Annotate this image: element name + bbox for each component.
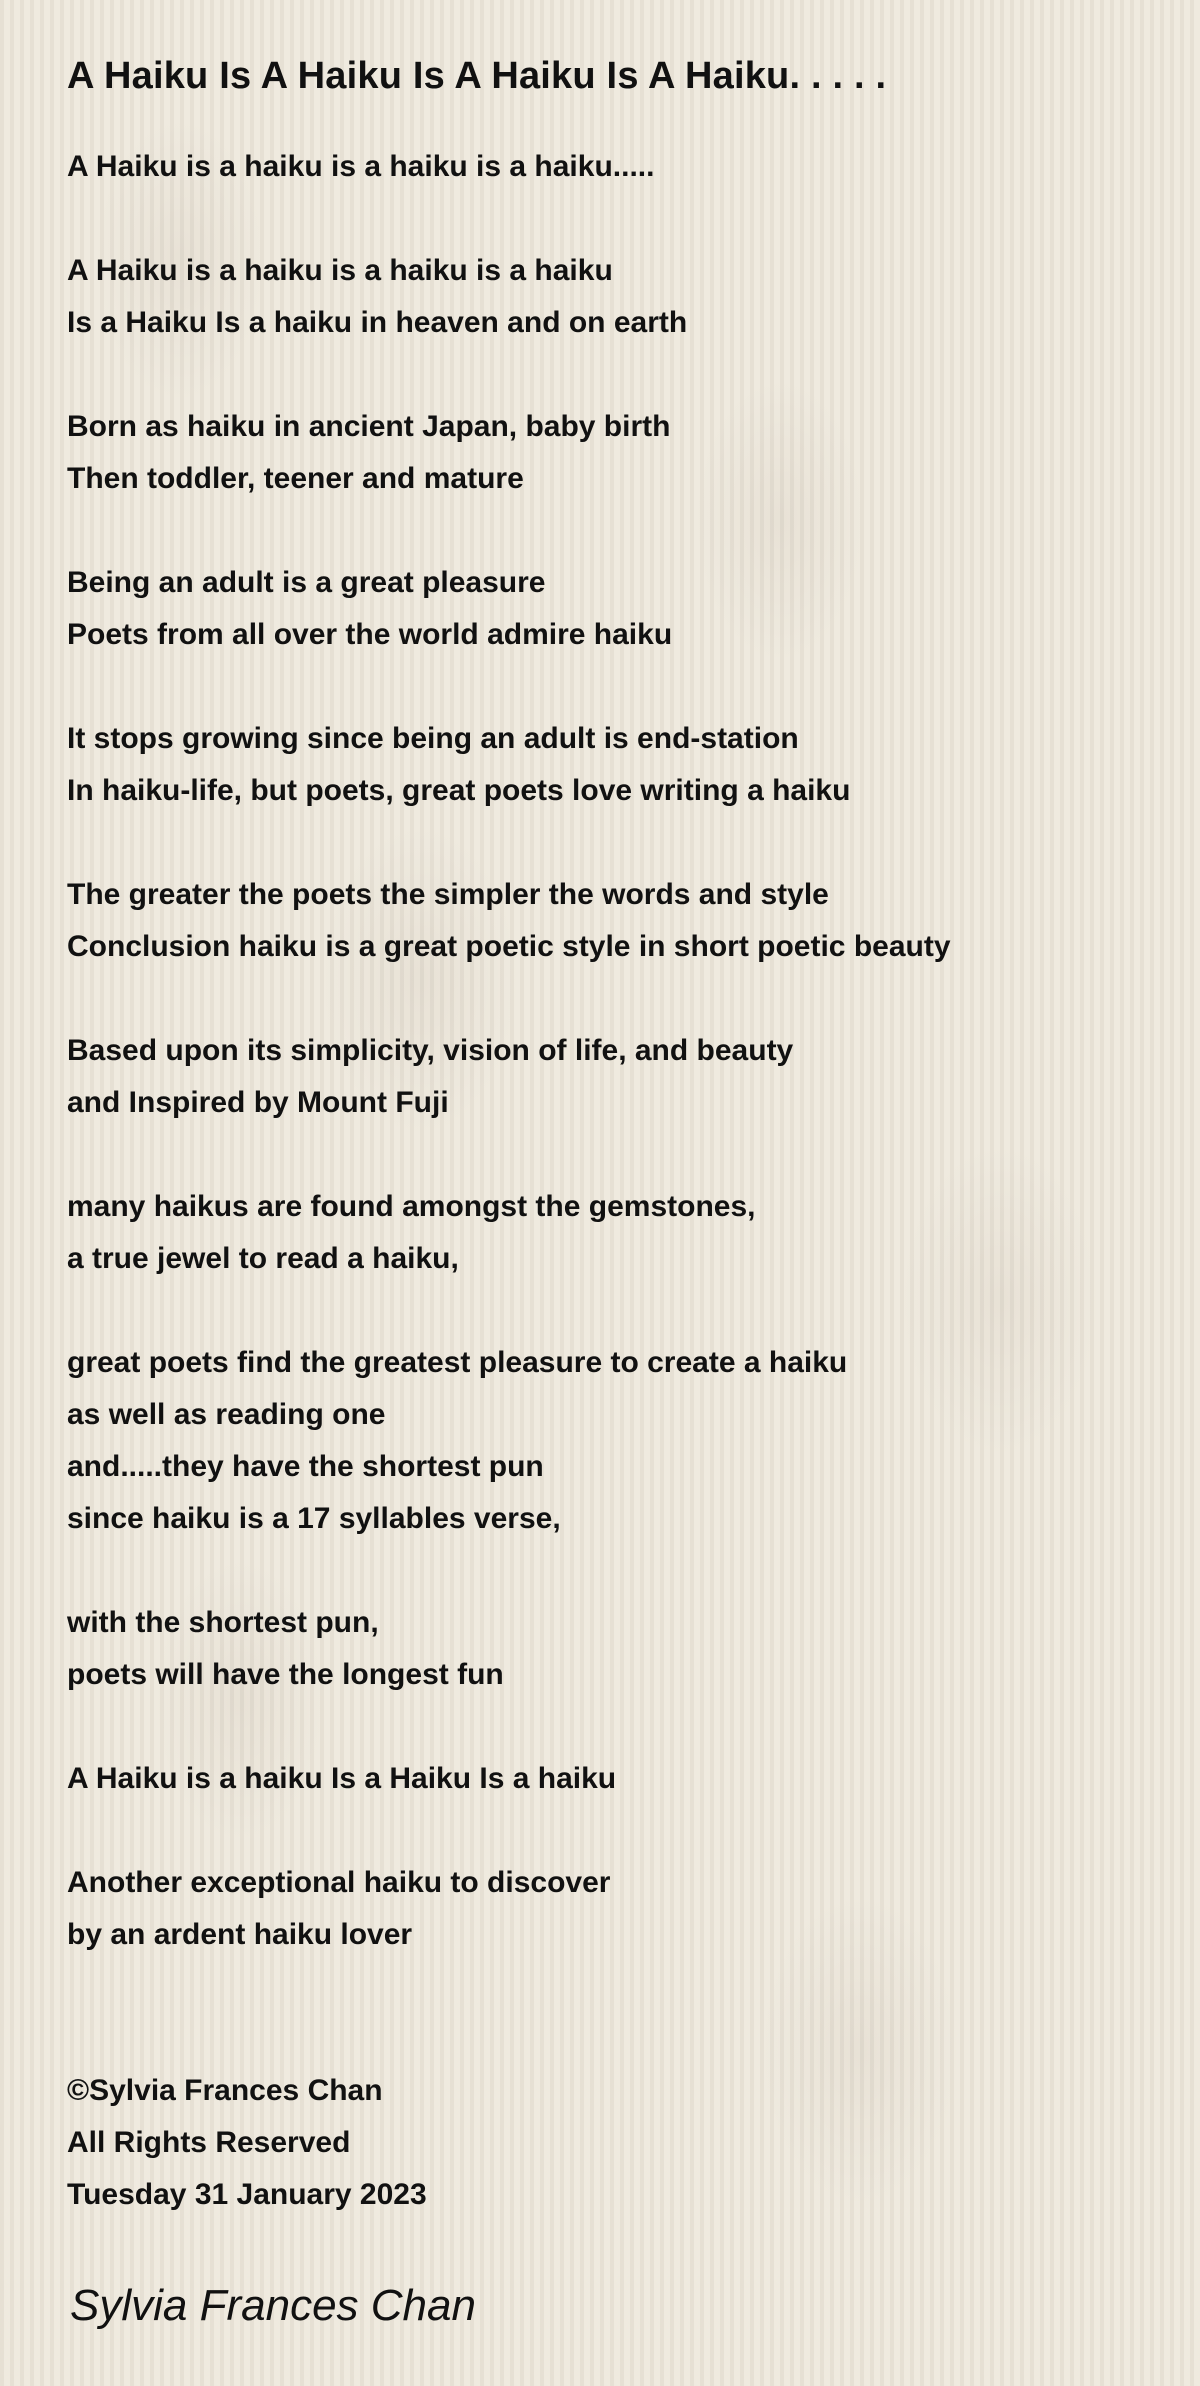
poem-line: a true jewel to read a haiku, bbox=[67, 1242, 459, 1275]
poem-line: Based upon its simplicity, vision of life, and beauty bbox=[67, 1034, 794, 1067]
poem-body bbox=[67, 141, 1133, 2221]
poem-line: many haikus are found amongst the gemstones, bbox=[67, 1190, 756, 1223]
stanza-break bbox=[67, 1545, 1133, 1597]
stanza-break bbox=[67, 349, 1133, 401]
author-signature: Sylvia Frances Chan bbox=[70, 2281, 476, 2330]
poem-line: Another exceptional haiku to discover bbox=[67, 1866, 611, 1899]
poem-line: Being an adult is a great pleasure bbox=[67, 566, 546, 599]
date-line: Tuesday 31 January 2023 bbox=[67, 2178, 427, 2211]
poem-line: Conclusion haiku is a great poetic style in short poetic beauty bbox=[67, 930, 951, 963]
stanza-break bbox=[67, 505, 1133, 557]
copyright-line: ©Sylvia Frances Chan bbox=[67, 2074, 383, 2107]
poem-line: A Haiku is a haiku Is a Haiku Is a haiku bbox=[67, 1762, 617, 1795]
poem-line: In haiku-life, but poets, great poets love writing a haiku bbox=[67, 774, 851, 807]
stanza-break bbox=[67, 1701, 1133, 1753]
stanza-break bbox=[67, 973, 1133, 1025]
poem-line: A Haiku is a haiku is a haiku is a haiku bbox=[67, 254, 613, 287]
stanza-break bbox=[67, 817, 1133, 869]
poem-line: Poets from all over the world admire haiku bbox=[67, 618, 673, 651]
poem-title: A Haiku Is A Haiku Is A Haiku Is A Haiku. . . . . bbox=[67, 55, 887, 97]
poem-line: and.....they have the shortest pun bbox=[67, 1450, 544, 1483]
poem-line: The greater the poets the simpler the words and style bbox=[67, 878, 829, 911]
stanza-break bbox=[67, 193, 1133, 245]
poem-line: Then toddler, teener and mature bbox=[67, 462, 524, 495]
poem-line: and Inspired by Mount Fuji bbox=[67, 1086, 449, 1119]
poem-line: as well as reading one bbox=[67, 1398, 386, 1431]
rights-line: All Rights Reserved bbox=[67, 2126, 351, 2159]
poem-line: since haiku is a 17 syllables verse, bbox=[67, 1502, 561, 1535]
stanza-break bbox=[67, 1805, 1133, 1857]
poem-line: Born as haiku in ancient Japan, baby birth bbox=[67, 410, 671, 443]
section-break bbox=[67, 1961, 1133, 2065]
poem-line: poets will have the longest fun bbox=[67, 1658, 504, 1691]
stanza-break bbox=[67, 1285, 1133, 1337]
poem-line: It stops growing since being an adult is end-station bbox=[67, 722, 799, 755]
poem-line: with the shortest pun, bbox=[67, 1606, 379, 1639]
stanza-break bbox=[67, 1129, 1133, 1181]
poem-line: great poets find the greatest pleasure to create a haiku bbox=[67, 1346, 848, 1379]
poem-line: A Haiku is a haiku is a haiku is a haiku..... bbox=[67, 150, 655, 183]
poem-line: by an ardent haiku lover bbox=[67, 1918, 413, 1951]
poem-line: Is a Haiku Is a haiku in heaven and on earth bbox=[67, 306, 688, 339]
stanza-break bbox=[67, 661, 1133, 713]
